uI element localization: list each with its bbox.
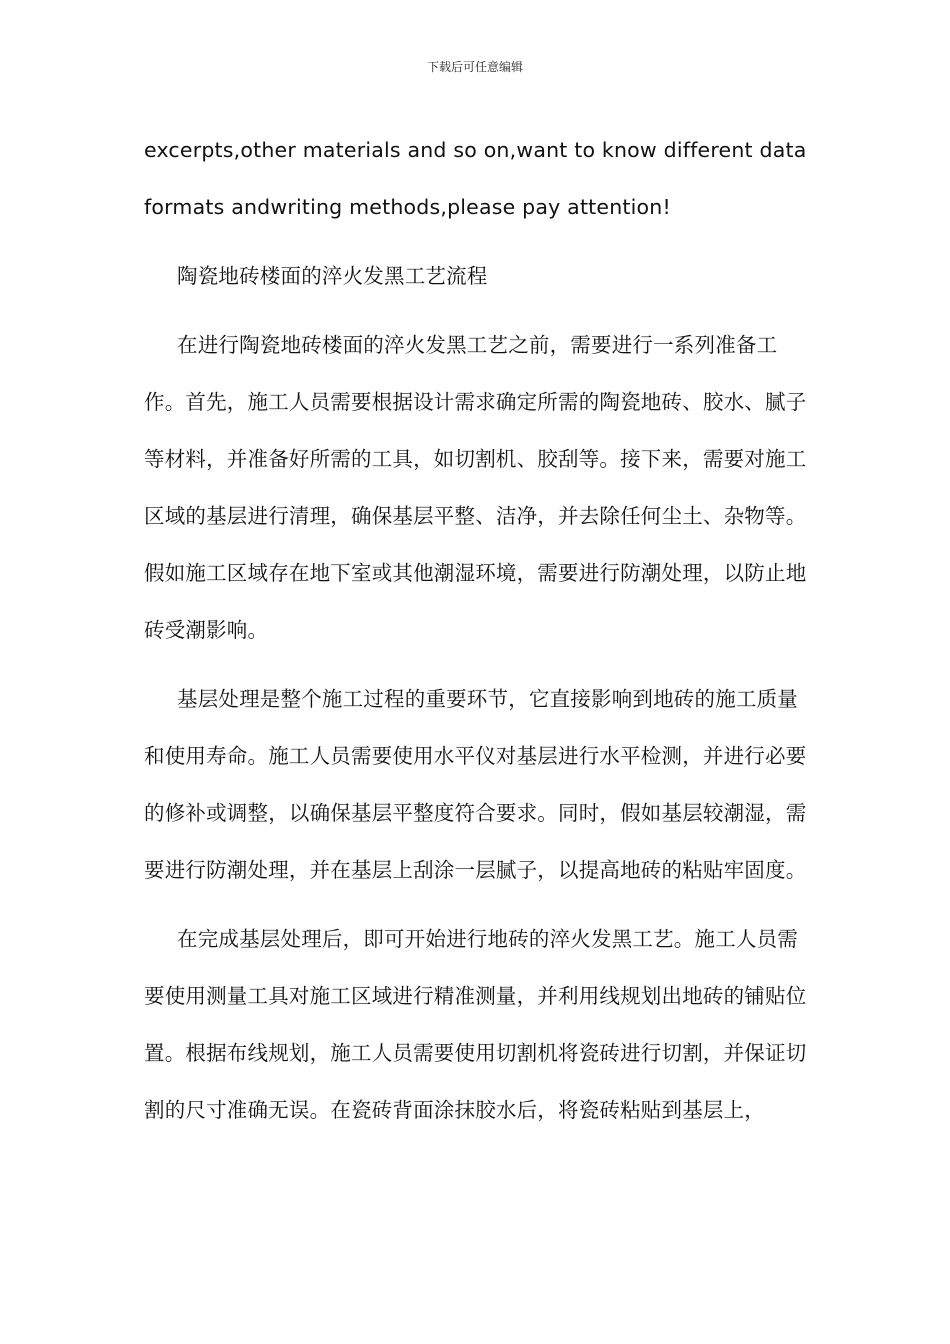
section-title: 陶瓷地砖楼面的淬火发黑工艺流程 bbox=[177, 264, 488, 288]
paragraph-preparation: 在进行陶瓷地砖楼面的淬火发黑工艺之前，需要进行一系列准备工作。首先，施工人员需要根据设计需求确定所需的陶瓷地砖、胶水、腻子等材料，并准备好所需的工具，如切割机、胶刮等。接下来，需要对施工区域的基层进行清理，确保基层平整、洁净，并去除任何尘土、杂物等。假如施工区域存在地下室或其他潮湿环境，需要进行防潮处理，以防止地砖受潮影响。 bbox=[144, 333, 807, 642]
paragraph-base-treatment: 基层处理是整个施工过程的重要环节，它直接影响到地砖的施工质量和使用寿命。施工人员需要使用水平仪对基层进行水平检测，并进行必要的修补或调整，以确保基层平整度符合要求。同时，假如基层较潮湿，需要进行防潮处理，并在基层上刮涂一层腻子，以提高地砖的粘贴牢固度。 bbox=[144, 687, 807, 882]
page-header: 下载后可任意编辑 bbox=[426, 60, 523, 74]
intro-paragraph: excerpts,other materials and so on,want to know different data formats andwriting methods,please pay attention! bbox=[144, 138, 807, 219]
document-body bbox=[144, 122, 809, 1151]
paragraph-quench-process: 在完成基层处理后，即可开始进行地砖的淬火发黑工艺。施工人员需要使用测量工具对施工区域进行精准测量，并利用线规划出地砖的铺贴位置。根据布线规划，施工人员需要使用切割机将瓷砖进行切割，并保证切割的尺寸准确无误。在瓷砖背面涂抹胶水后，将瓷砖粘贴到基层上， bbox=[144, 927, 807, 1122]
